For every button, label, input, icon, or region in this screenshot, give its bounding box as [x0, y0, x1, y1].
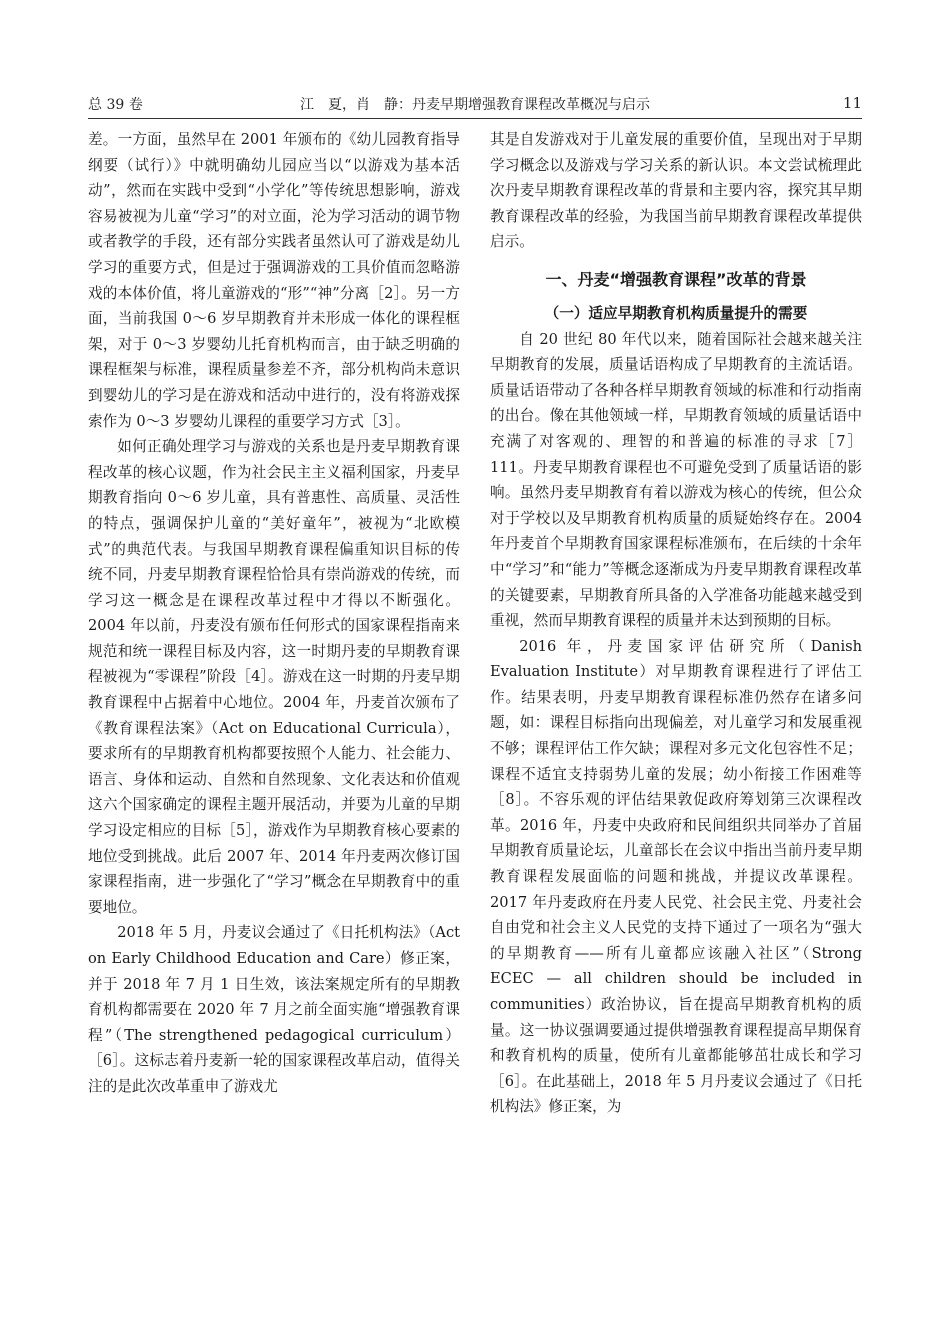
paragraph: 2018 年 5 月，丹麦议会通过了《日托机构法》（Act on Early Childhood Education and Care）修正案，并于 2018 年 7 月 1 日生效，该法案规定所有的早期教育机构都需要在 2020 年 7 月之前全面实施“增强教育课程”（The strengthened pedagogical curriculum）［6］。这标志着丹麦新一轮的国家课程改革启动，值得关注的是此次改革重申了游戏尤	[88, 924, 460, 1095]
running-title: 江 夏，肖 静：丹麦早期增强教育课程改革概况与启示	[300, 97, 650, 113]
right-column	[490, 127, 862, 1120]
running-header	[88, 94, 862, 116]
paragraph: 差。一方面，虽然早在 2001 年颁布的《幼儿园教育指导纲要（试行）》中就明确幼儿园应当以“以游戏为基本活动”，然而在实践中受到“小学化”等传统思想影响，游戏容易被视为儿童“学习”的对立面，沦为学习活动的调节物或者教学的手段，还有部分实践者虽然认可了游戏是幼儿学习的重要方式，但是过于强调游戏的工具价值而忽略游戏的本体价值，将儿童游戏的“形”“神”分离［2］。另一方面，当前我国 0～6 岁早期教育并未形成一体化的课程框架，对于 0～3 岁婴幼儿托育机构而言，由于缺乏明确的课程框架与标准，课程质量参差不齐，部分机构尚未意识到婴幼儿的学习是在游戏和活动中进行的，没有将游戏探索作为 0～3 岁婴幼儿课程的重要学习方式［3］。	[88, 131, 460, 430]
paragraph: 自 20 世纪 80 年代以来，随着国际社会越来越关注早期教育的发展，质量话语构成了早期教育的主流话语。质量话语带动了各种各样早期教育领域的标准和行动指南的出台。像在其他领域一样，早期教育领域的质量话语中充满了对客观的、理智的和普遍的标准的寻求［7］111。丹麦早期教育课程也不可避免受到了质量话语的影响。虽然丹麦早期教育有着以游戏为核心的传统，但公众对于学校以及早期教育机构质量的质疑始终存在。2004 年丹麦首个早期教育国家课程标准颁布，在后续的十余年中“学习”和“能力”等概念逐渐成为丹麦早期教育课程改革的关键要素，早期教育所具备的入学准备功能越来越受到重视，然而早期教育课程的质量并未达到预期的目标。	[490, 330, 862, 630]
left-column	[88, 127, 460, 1100]
subsection-heading: （一）适应早期教育机构质量提升的需要	[544, 304, 808, 322]
paragraph: 2016 年，丹麦国家评估研究所（Danish Evaluation Institute）对早期教育课程进行了评估工作。结果表明，丹麦早期教育课程标准仍然存在诸多问题，如：课程目标指向出现偏差，对儿童学习和发展重视不够；课程评估工作欠缺；课程对多元文化包容性不足；课程不适宜支持弱势儿童的发展；幼小衔接工作困难等［8］。不容乐观的评估结果敦促政府筹划第三次课程改革。2016 年，丹麦中央政府和民间组织共同举办了首届早期教育质量论坛，儿童部长在会议中指出当前丹麦早期教育课程发展面临的问题和挑战，并提议改革课程。2017 年丹麦政府在丹麦人民党、社会民主党、丹麦社会自由党和社会主义人民党的支持下通过了一项名为“强大的早期教育——所有儿童都应该融入社区”（Strong ECEC — all children should be included in communities）政治协议，旨在提高早期教育机构的质量。这一协议强调要通过提供增强教育课程提高早期保育和教育机构的质量，使所有儿童都能够茁壮成长和学习［6］。在此基础上，2018 年 5 月丹麦议会通过了《日托机构法》修正案，为	[490, 637, 862, 1116]
paragraph: 其是自发游戏对于儿童发展的重要价值，呈现出对于早期学习概念以及游戏与学习关系的新认识。本文尝试梳理此次丹麦早期教育课程改革的背景和主要内容，探究其早期教育课程改革的经验，为我国当前早期教育课程改革提供启示。	[490, 131, 862, 251]
volume-label: 总 39 卷	[88, 97, 143, 113]
paragraph: 如何正确处理学习与游戏的关系也是丹麦早期教育课程改革的核心议题，作为社会民主主义福利国家，丹麦早期教育指向 0～6 岁儿童，具有普惠性、高质量、灵活性的特点，强调保护儿童的“美好童年”，被视为“北欧模式”的典范代表。与我国早期教育课程偏重知识目标的传统不同，丹麦早期教育课程恰恰具有崇尚游戏的传统，而学习这一概念是在课程改革过程中才得以不断强化。2004 年以前，丹麦没有颁布任何形式的国家课程指南来规范和统一课程目标及内容，这一时期丹麦的早期教育课程被视为“零课程”阶段［4］。游戏在这一时期的丹麦早期教育课程中占据着中心地位。2004 年，丹麦首次颁布了《教育课程法案》（Act on Educational Curricula），要求所有的早期教育机构都要按照个人能力、社会能力、语言、身体和运动、自然和自然现象、文化表达和价值观这六个国家确定的课程主题开展活动，并要为儿童的早期学习设定相应的目标［5］，游戏作为早期教育核心要素的地位受到挑战。此后 2007 年、2014 年丹麦两次修订国家课程指南，进一步强化了“学习”概念在早期教育中的重要地位。	[88, 438, 460, 916]
page-number: 11	[842, 94, 862, 112]
section-heading: 一、丹麦“增强教育课程”改革的背景	[545, 269, 807, 289]
header-rule	[88, 118, 862, 119]
